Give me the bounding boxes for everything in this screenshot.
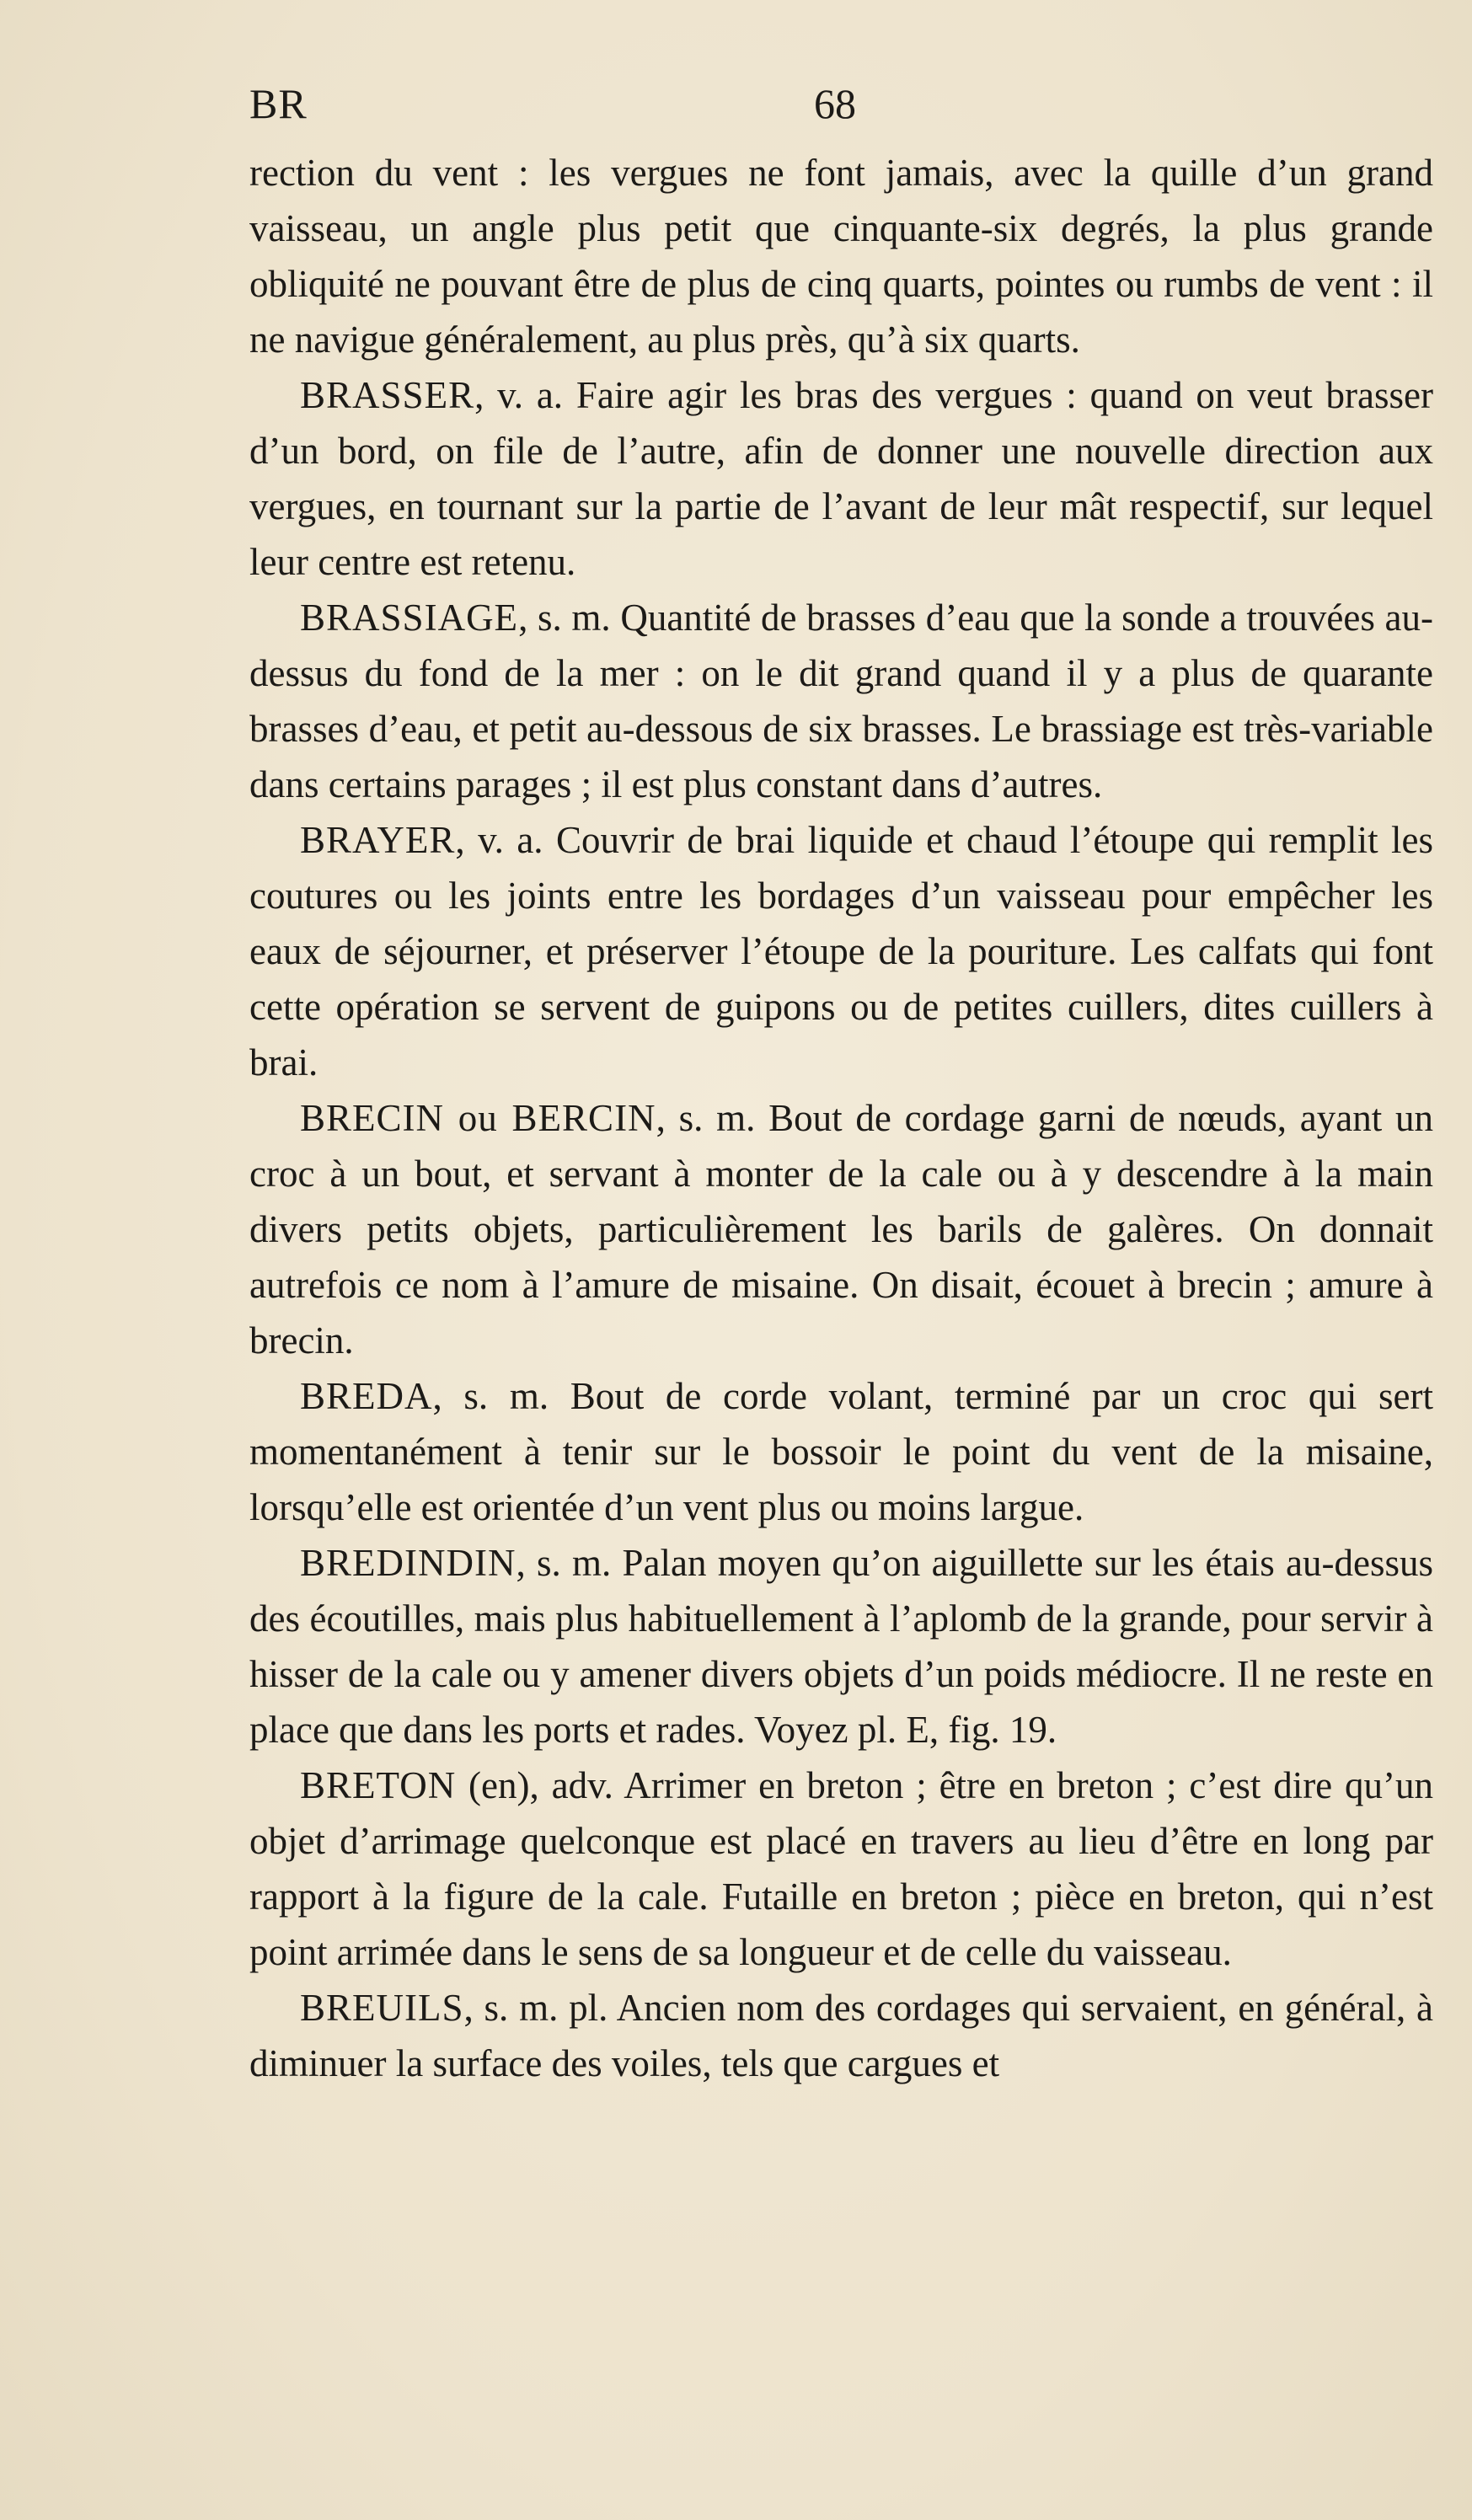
entry-grammar: , s. m. xyxy=(516,1542,612,1584)
entry-grammar: , v. a. xyxy=(455,819,543,861)
entry-headword: BRAYER xyxy=(300,819,456,861)
entry-grammar: , s. m. xyxy=(432,1375,549,1417)
entry-headword: BREDA xyxy=(300,1375,433,1417)
entry-brassiage xyxy=(249,590,1433,812)
entry-bredindin xyxy=(249,1535,1433,1758)
entry-grammar: , s. m. xyxy=(518,597,611,639)
entry-grammar: (en), adv. xyxy=(456,1764,613,1806)
page-number: 68 xyxy=(814,80,856,127)
entry-grammar: , s. m. pl. xyxy=(463,1987,608,2029)
entry-brayer xyxy=(249,812,1433,1090)
entry-grammar: , s. m. xyxy=(656,1097,756,1139)
entry-text: Bout de cordage garni de nœuds, ayant un croc à un bout, et servant à monter de la cale ou à y descendre à la main divers petits objets, particulièrement les barils de galères. On donnait autrefois ce nom à l’amure de misaine. On disait, écouet à brecin ; amure à brecin. xyxy=(249,1097,1434,1362)
entry-grammar: , v. a. xyxy=(474,374,564,416)
entry-headword: BRETON xyxy=(300,1764,457,1806)
entry-headword: BRASSER xyxy=(300,374,475,416)
entry-breda xyxy=(249,1368,1433,1535)
entry-breuils xyxy=(249,1980,1433,2091)
entry-text: Couvrir de brai liquide et chaud l’étoupe qui remplit les coutures ou les joints entre les bordages d’un vaisseau pour empêcher les eaux de séjourner, et préserver l’étoupe de la pouriture. Les calfats qui font cette opération se servent de guipons ou de petites cuillers, dites cuillers à brai. xyxy=(249,819,1433,1083)
entry-text: Palan moyen qu’on aiguillette sur les étais au-dessus des écoutilles, mais plus habituellement à l’aplomb de la grande, pour servir à hisser de la cale ou y amener divers objets d’un poids médiocre. Il ne reste en place que dans les ports et rades. Voyez pl. E, fig. 19. xyxy=(249,1542,1434,1751)
entry-headword: BREDINDIN xyxy=(300,1542,517,1584)
running-head: BR xyxy=(249,80,308,127)
page-header xyxy=(249,74,1433,133)
entry-text: Bout de corde volant, terminé par un croc qui sert momentanément à tenir sur le bossoir le point du vent de la misaine, lorsqu’elle est orientée d’un vent plus ou moins largue. xyxy=(249,1375,1433,1528)
entry-headword: BREUILS xyxy=(300,1987,464,2029)
entry-text: Faire agir les bras des vergues : quand on veut brasser d’un bord, on file de l’autre, afin de donner une nouvelle direction aux vergues, en tournant sur la partie de l’avant de leur mât respectif, sur lequel leur centre est retenu. xyxy=(249,374,1433,583)
dictionary-text xyxy=(249,145,1433,2091)
entry-text: rection du vent : les vergues ne font jamais, avec la quille d’un grand vaisseau, un angle plus petit que cinquante-six degrés, la plus grande obliquité ne pouvant être de plus de cinq quarts, pointes ou rumbs de vent : il ne navigue généralement, au plus près, qu’à six quarts. xyxy=(249,152,1433,361)
entry-text: Ancien nom des cordages qui servaient, en général, à diminuer la surface des voiles, tels que cargues et xyxy=(249,1987,1433,2084)
entry-headword: BRASSIAGE xyxy=(300,597,519,639)
entry-text: Arrimer en breton ; être en breton ; c’est dire qu’un objet d’arrimage quelconque est placé en travers au lieu d’être en long par rapport à la figure de la cale. Futaille en breton ; pièce en breton, qui n’est point arrimée dans le sens de sa longueur et de celle du vaisseau. xyxy=(249,1764,1433,1973)
entry-text: Quantité de brasses d’eau que la sonde a trouvées au-dessus du fond de la mer : on le dit grand quand il y a plus de quarante brasses d’eau, et petit au-dessous de six brasses. Le brassiage est très-variable dans certains parages ; il est plus constant dans d’autres. xyxy=(249,597,1434,805)
entry-continuation xyxy=(249,145,1433,367)
entry-headword: BRECIN ou BERCIN xyxy=(300,1097,656,1139)
entry-brecin xyxy=(249,1090,1433,1368)
entry-breton xyxy=(249,1758,1433,1980)
entry-brasser xyxy=(249,367,1433,590)
